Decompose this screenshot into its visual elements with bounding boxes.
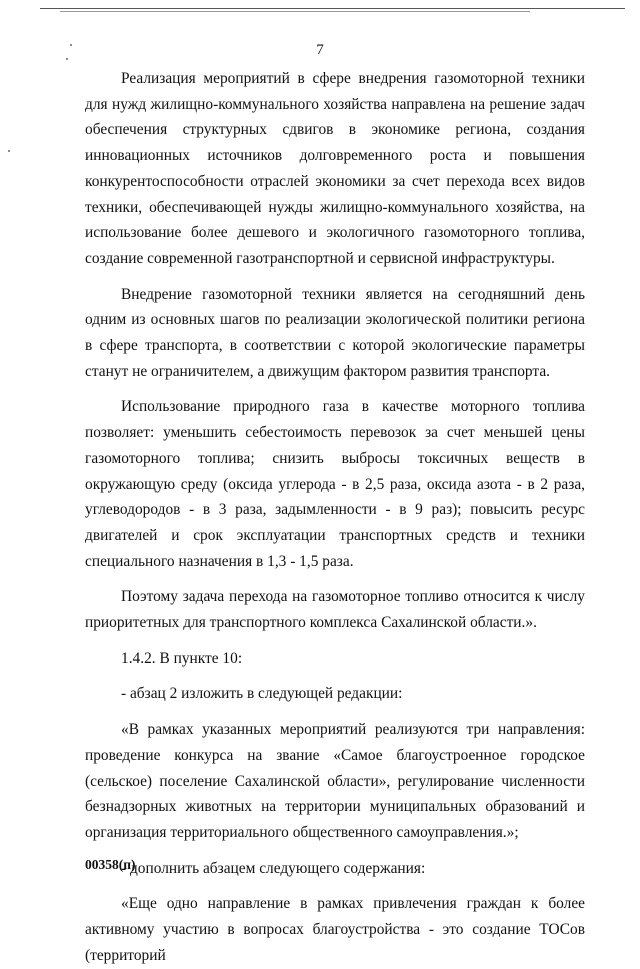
- document-body: [85, 66, 585, 969]
- paragraph: Поэтому задача перехода на газомоторное топливо относится к числу приоритетных для транспортного комплекса Сахалинской области.».: [85, 588, 585, 632]
- paragraph: «Еще одно направление в рамках привлечения граждан к более активному участию в вопросах благоустройства - это создание ТОСов (территорий: [85, 895, 585, 964]
- document-code: 00358(п): [85, 857, 136, 872]
- scan-artifact-line: [40, 8, 625, 9]
- paragraph: 1.4.2. В пункте 10:: [121, 649, 243, 667]
- scan-artifact-line: [60, 11, 530, 12]
- paragraph: Реализация мероприятий в сфере внедрения газомоторной техники для нужд жилищно-коммунального хозяйства направлена на решение задач обеспечения структурных сдвигов в экономике региона, создания инновационных источников долговременного роста и повышения конкурентоспособности отраслей экономики за счет перехода всех видов техники, обеспечивающей нужды жилищно-коммунального хозяйства, на использование более дешевого и экологичного газомоторного топлива, создание современной газотранспортной и сервисной инфраструктуры.: [85, 70, 585, 267]
- paragraph: «В рамках указанных мероприятий реализуются три направления: проведение конкурса на звание «Самое благоустроенное городское (сельское) поселение Сахалинской области», регулирование численности безнадзорных животных на территории муниципальных образований и организация территориального общественного самоуправления.»;: [85, 721, 585, 841]
- scan-speck: [8, 150, 10, 152]
- paragraph: Внедрение газомоторной техники является на сегодняшний день одним из основных шагов по реализации экологической политики региона в сфере транспорта, в соответствии с которой экологические параметры станут не ограничителем, а движущим фактором развития транспорта.: [85, 285, 585, 380]
- paragraph: Использование природного газа в качестве моторного топлива позволяет: уменьшить себестоимость перевозок за счет меньшей цены газомоторного топлива; снизить выбросы токсичных веществ в окружающую среду (оксида углерода - в 2,5 раза, оксида азота - в 2 раза, углеводородов - в 3 раза, задымленности - в 9 раз); повысить ресурс двигателей и срок эксплуатации транспортных средств и техники специального назначения в 1,3 - 1,5 раза.: [85, 398, 585, 570]
- page-number: 7: [316, 42, 324, 58]
- paragraph: - дополнить абзацем следующего содержания:: [121, 859, 426, 877]
- paragraph: - абзац 2 изложить в следующей редакции:: [121, 685, 403, 703]
